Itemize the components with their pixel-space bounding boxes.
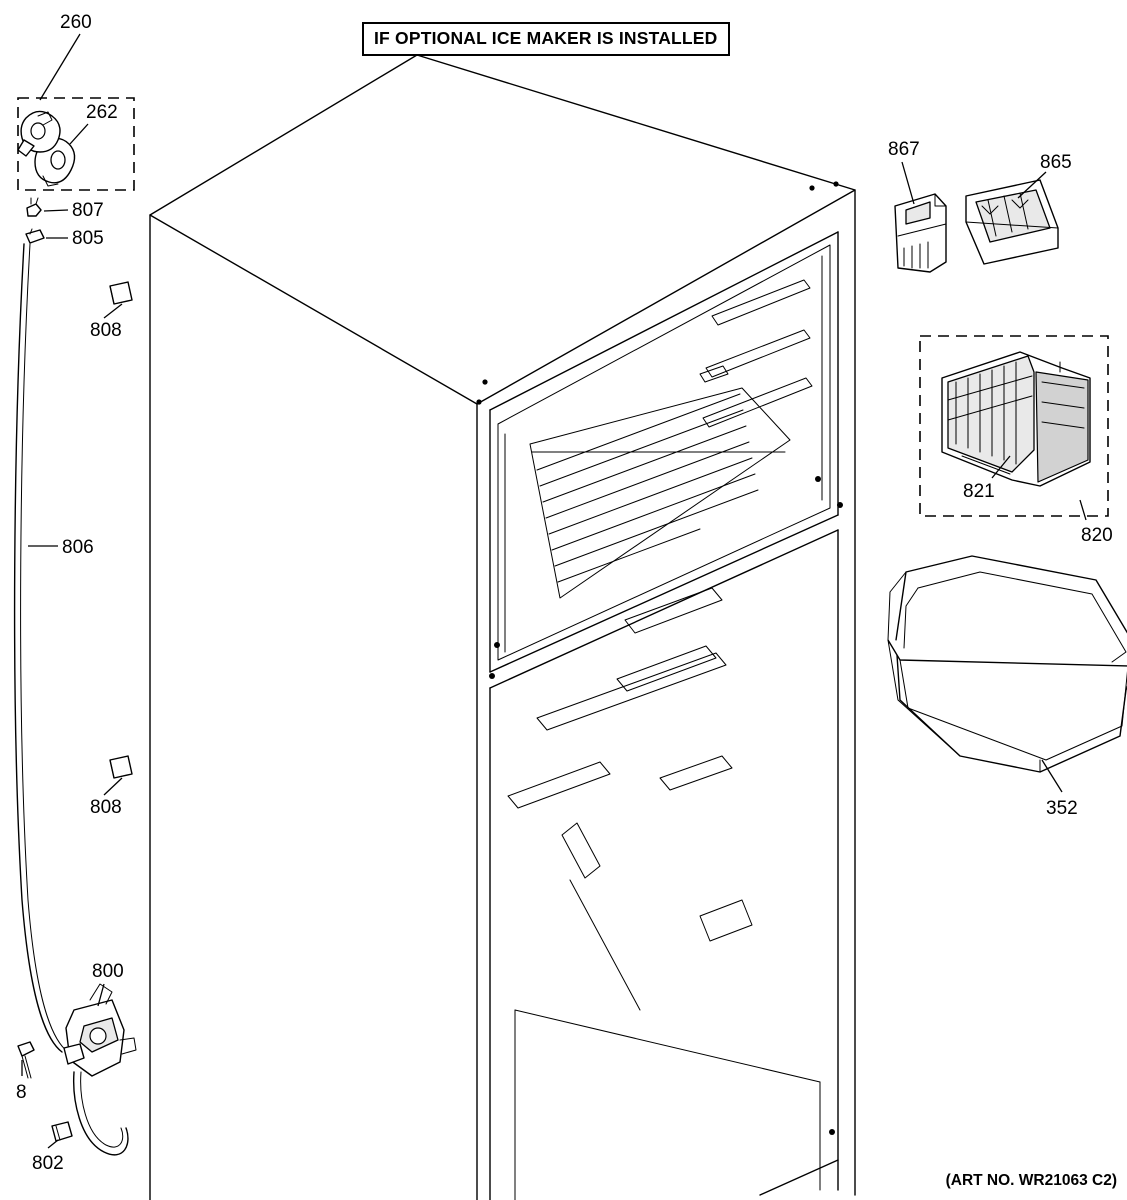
part-352-ice-bin — [888, 556, 1127, 772]
part-867-chute — [895, 194, 946, 272]
callout-865: 865 — [1040, 152, 1072, 173]
callout-800: 800 — [92, 961, 124, 982]
callout-262: 262 — [86, 102, 118, 123]
callout-352: 352 — [1046, 798, 1078, 819]
part-808-clip-upper — [110, 282, 132, 304]
part-807-clip — [27, 198, 41, 216]
fresh-food-shelves — [508, 588, 820, 1200]
callout-820: 820 — [1081, 525, 1113, 546]
part-802-connector — [52, 1122, 72, 1141]
callout-808-upper: 808 — [90, 320, 122, 341]
callout-867: 867 — [888, 139, 920, 160]
part-806-water-tube — [15, 244, 68, 1052]
callout-806: 806 — [62, 537, 94, 558]
callout-802: 802 — [32, 1153, 64, 1174]
callout-260: 260 — [60, 12, 92, 33]
freezer-interior-detail — [530, 280, 812, 598]
callout-807: 807 — [72, 200, 104, 221]
art-number: (ART NO. WR21063 C2) — [945, 1172, 1117, 1189]
part-865-fill-trough — [966, 180, 1058, 264]
part-8-screw — [18, 1042, 34, 1078]
part-805-clamp — [26, 229, 44, 243]
callout-805: 805 — [72, 228, 104, 249]
callout-808-lower: 808 — [90, 797, 122, 818]
part-820-group — [920, 336, 1108, 516]
diagram-title: IF OPTIONAL ICE MAKER IS INSTALLED — [362, 22, 730, 56]
part-800-water-valve — [64, 984, 136, 1155]
part-808-clip-lower — [110, 756, 132, 778]
callout-821: 821 — [963, 481, 995, 502]
refrigerator-cabinet — [150, 55, 855, 1200]
callout-8: 8 — [16, 1082, 27, 1103]
